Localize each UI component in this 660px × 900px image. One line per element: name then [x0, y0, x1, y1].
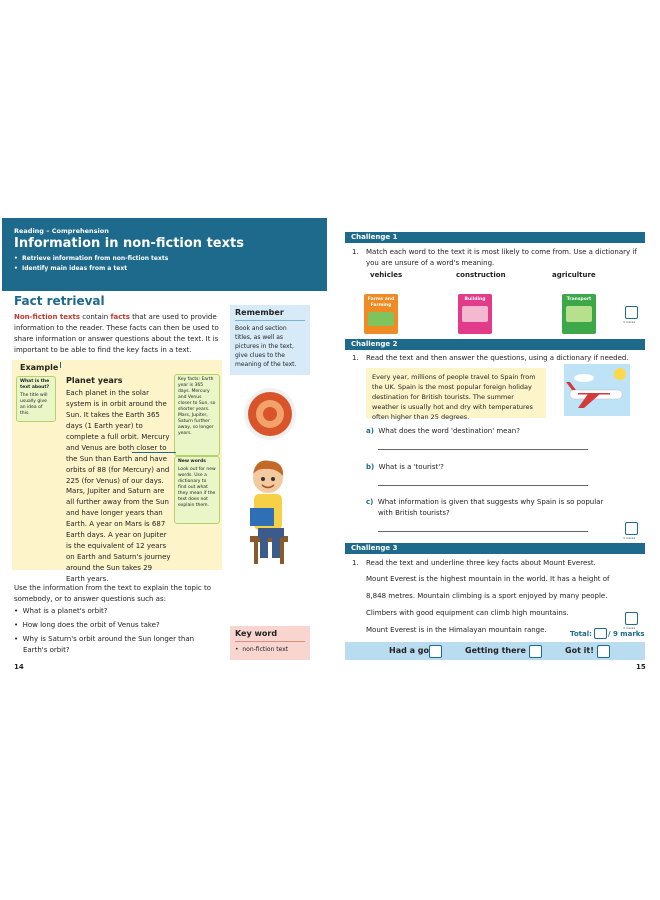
boy-reading-illustration: [236, 456, 306, 566]
answer-line-a[interactable]: [378, 448, 588, 450]
spain-passage: Every year, millions of people travel to Spain from the UK. Spain is the most popular foreign holiday destination for British tourists. The summer weather is usually hot and dry with temperatures often higher than 25 degrees.: [366, 368, 546, 418]
challenge-3-instruction: Read the text and underline three key facts about Mount Everest.: [366, 559, 596, 567]
getting-there-label: Getting there: [465, 646, 526, 655]
match-word-1: vehicles: [370, 271, 403, 279]
section-title: Fact retrieval: [14, 294, 105, 308]
everest-text[interactable]: Mount Everest is the highest mountain in the world. It has a height of 8,848 metres. Mountain climbing is a sport enjoyed by many people. Climbers with good equipment can climb high mountains. Mount Everest is in the Himalayan mountain range.: [366, 575, 610, 634]
got-it-label: Got it!: [565, 646, 594, 655]
got-it-checkbox[interactable]: [597, 645, 610, 658]
question-b: b) What is a 'tourist'?: [366, 463, 444, 471]
intro-paragraph: Non-fiction texts contain facts that are used to provide information to the reader. These facts can then be used to share information or answer questions about the text. It is important to be able to find the key facts in a text.: [14, 313, 219, 354]
example-paragraph-2: Mars, Jupiter and Saturn are all further away from the Sun and have longer years than Earth. A year on Mars is 687 Earth days. A year on Jupiter is the equivalent of 12 years on Earth and Saturn's journey around the Sun takes 29 Earth years.: [66, 487, 171, 583]
side-note: What is the text about? The title will usually give an idea of this.: [16, 376, 56, 422]
page-number-left: 14: [14, 663, 24, 671]
question-a: a) What does the word 'destination' mean?: [366, 427, 520, 435]
marks-label-1: 3 marks: [623, 320, 636, 324]
had-a-go-label: Had a go: [389, 646, 430, 655]
marks-label-2: 3 marks: [623, 536, 636, 540]
key-word-item: • non-fiction text: [235, 646, 289, 653]
question-c: c) What information is given that suggests why Spain is so popular with British tourists?: [366, 498, 604, 517]
pointer-line: [132, 452, 176, 453]
challenge-2-num: 1.: [352, 354, 359, 362]
challenge-2-header: Challenge 2: [345, 339, 645, 350]
marks-box-2[interactable]: [625, 522, 638, 535]
answer-line-c[interactable]: [378, 530, 588, 532]
getting-there-checkbox[interactable]: [529, 645, 542, 658]
planet-illustration: [236, 380, 304, 448]
book-farms[interactable]: Farms and Farming: [364, 294, 398, 334]
remember-box: [230, 305, 310, 375]
aeroplane-illustration: [564, 364, 630, 416]
had-a-go-checkbox[interactable]: [429, 645, 442, 658]
example-label: Example: [20, 363, 59, 372]
total-label: Total:: [570, 630, 592, 638]
total-score-box[interactable]: [594, 628, 607, 639]
key-facts-note: Key facts: Earth year is 365 days. Mercury and Venus closer to Sun, so shorter years. Mars, Jupiter, Saturn further away, so longer years.: [174, 374, 220, 456]
objective-2: • Identify main ideas from a text: [14, 265, 128, 272]
book-building[interactable]: Building: [458, 294, 492, 334]
key-word-box: [230, 626, 310, 660]
challenge-1-num: 1.: [352, 248, 359, 256]
answer-line-b[interactable]: [378, 484, 588, 486]
page-number-right: 15: [636, 663, 646, 671]
match-word-2: construction: [456, 271, 506, 279]
key-word-title: Key word: [235, 629, 278, 638]
remember-title: Remember: [235, 308, 284, 317]
page-header: [2, 218, 327, 291]
total-marks: / 9 marks: [608, 630, 645, 638]
example-box: [12, 360, 222, 583]
question-item: • How long does the orbit of Venus take?: [14, 621, 160, 629]
challenge-1-instruction: Match each word to the text it is most likely to come from. Use a dictionary if you are unsure of a word's meaning.: [366, 248, 637, 267]
match-word-3: agriculture: [552, 271, 596, 279]
marks-label-3: 3 marks: [623, 626, 636, 630]
self-assessment-bar: [345, 642, 645, 660]
example-text-title: Planet years: [66, 376, 123, 385]
task-intro: Use the information from the text to explain the topic to somebody, or to answer questions such as:: [14, 584, 212, 603]
challenge-3-header: Challenge 3: [345, 543, 645, 554]
book-transport[interactable]: Transport: [562, 294, 596, 334]
remember-body: Book and section titles, as well as pictures in the text, give clues to the meaning of the text.: [235, 325, 297, 368]
example-paragraph-1: Each planet in the solar system is in orbit around the Sun. It takes the Earth 365 days (1 Earth year) to complete a full orbit. Mercury and Venus are both closer to the Sun than Earth and have orbits of 88 (for Mercury) and 225 (for Venus) of our days.: [66, 389, 170, 485]
objective-1: • Retrieve information from non-fiction texts: [14, 255, 169, 262]
marks-box-3[interactable]: [625, 612, 638, 625]
page-title: Information in non-fiction texts: [14, 236, 244, 251]
challenge-2-instruction: Read the text and then answer the questions, using a dictionary if needed.: [366, 354, 629, 362]
marks-box-1[interactable]: [625, 306, 638, 319]
challenge-1-header: Challenge 1: [345, 232, 645, 243]
question-list: [14, 606, 220, 656]
question-item: • What is a planet's orbit?: [14, 607, 108, 615]
connector-line: [60, 362, 67, 368]
challenge-3-num: 1.: [352, 559, 359, 567]
subject-label: Reading – Comprehension: [14, 227, 109, 235]
new-words-note: New words Look out for new words. Use a dictionary to find out what they mean if the text does not explain them.: [174, 456, 220, 524]
question-item: • Why is Saturn's orbit around the Sun longer than Earth's orbit?: [14, 635, 195, 654]
